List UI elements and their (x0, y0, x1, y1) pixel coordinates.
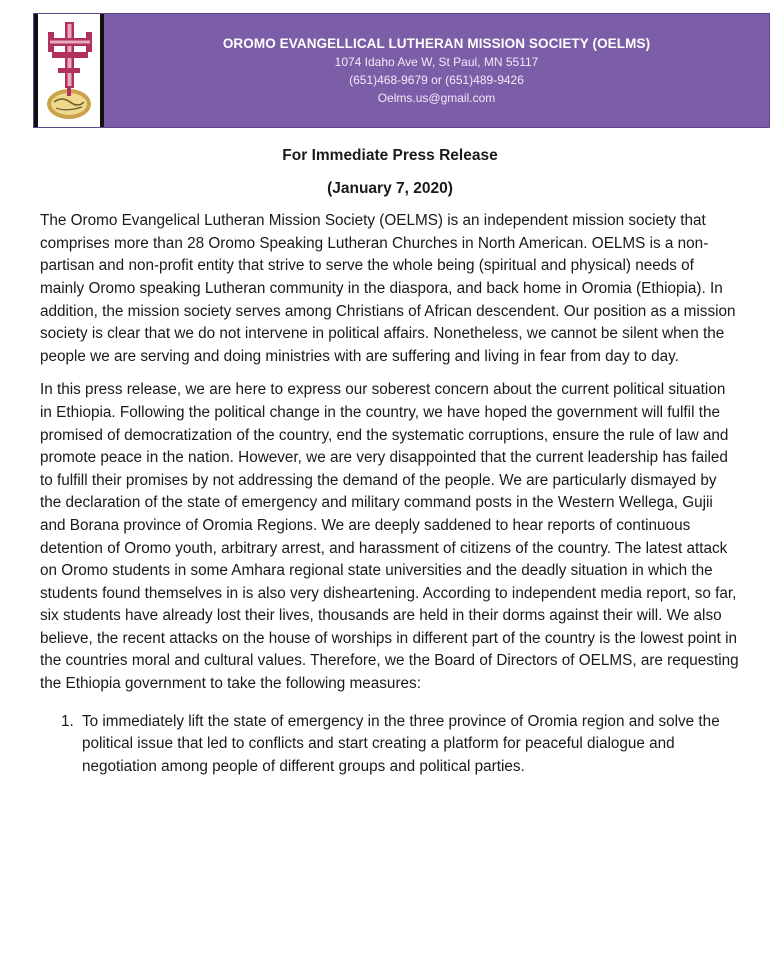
release-title: For Immediate Press Release (282, 147, 498, 164)
press-release-body (40, 140, 740, 778)
release-date: (January 7, 2020) (327, 179, 453, 197)
logo (34, 14, 104, 127)
measure-item: 1. To immediately lift the state of emergency in the three province of Oromia region and solve the political issue that led to conflicts and start creating a platform for peaceful dialogue and negotiation among people of different groups and political parties. (78, 711, 740, 779)
letterhead-banner (33, 13, 770, 128)
organization-info (104, 14, 769, 127)
paragraph-intro: The Oromo Evangelical Lutheran Mission Society (OELMS) is an independent mission society that comprises more than 28 Oromo Speaking Lutheran Churches in North American. OELMS is a non-partisan and non-profit entity that strive to serve the whole being (spiritual and physical) needs of mainly Oromo speaking Lutheran community in the diaspora, and back home in Oromia (Ethiopia). In addition, the mission society serves among Christians of African descendent. Our position as a mission society is clear that we do not intervene in political affairs. Nonetheless, we cannot be silent when the people we are serving and doing ministries with are suffering and living in fear from day to day. (40, 212, 736, 365)
organization-address: 1074 Idaho Ave W, St Paul, MN 55117 (334, 55, 539, 69)
organization-phone: (651)468-9679 or (651)489-9426 (349, 73, 524, 87)
measures-list (40, 711, 740, 779)
organization-name: OROMO EVANGELLICAL LUTHERAN MISSION SOCIETY (OELMS) (222, 36, 651, 51)
oelms-cross-logo-icon (40, 16, 98, 124)
organization-email: Oelms.us@gmail.com (377, 91, 496, 105)
paragraph-concern: In this press release, we are here to express our soberest concern about the current political situation in Ethiopia. Following the political change in the country, we have hoped the government will fulfil the promised of democratization of the country, end the systematic corruptions, ensure the rule of law and promote peace in the nation. However, we are very disappointed that the current leadership has failed to fulfill their promises by not addressing the demand of the people. We are particularly dismayed by the declaration of the state of emergency and military command posts in the Western Wellega, Gujii and Borana province of Oromia Regions. We are deeply saddened to hear reports of continuous detention of Oromo youth, arbitrary arrest, and harassment of citizens of the country. The latest attack on Oromo students in some Amhara regional state universities and the deadly situation in which the students found themselves in is also very disheartening. According to independent media report, so far, six students have already lost their lives, thousands are held in their dorms against their will. We also believe, the recent attacks on the house of worships in different part of the country is the lowest point in the countries moral and cultural values. Therefore, we the Board of Directors of OELMS, are requesting the Ethiopia government to take the following measures: (40, 381, 739, 693)
